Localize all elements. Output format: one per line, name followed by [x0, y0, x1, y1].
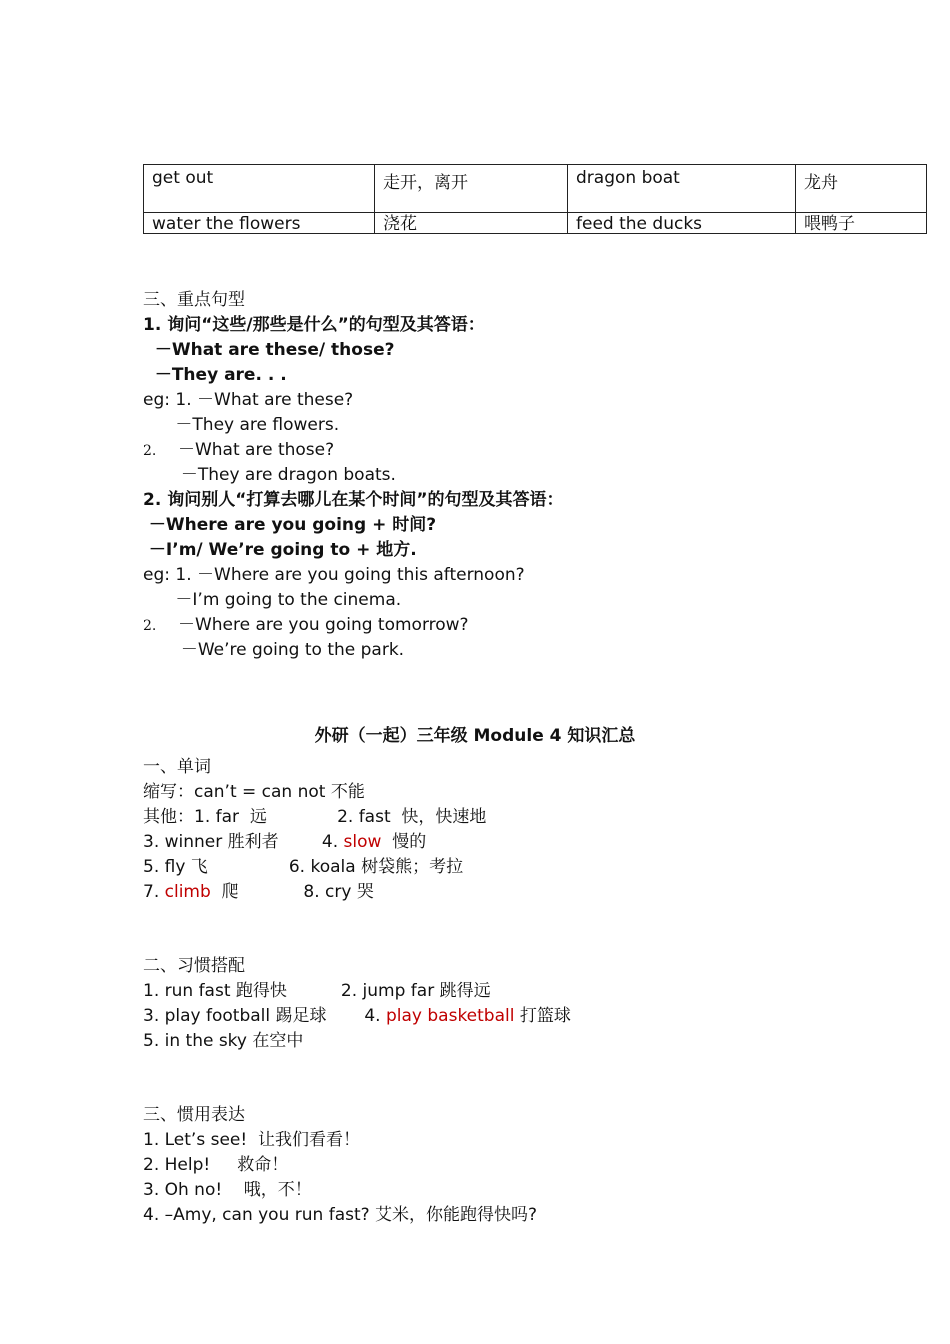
pattern-title: 1. 询问“这些/那些是什么”的句型及其答语： — [143, 315, 485, 335]
section-heading: 一、单词 — [143, 757, 211, 777]
section-heading: 二、习惯搭配 — [143, 956, 245, 976]
pattern-question: －Where are you going + 时间? — [143, 515, 437, 535]
example-question: eg: 1. －Where are you going this afternoon? — [143, 565, 525, 585]
expression-line: 2. Help! 救命！ — [143, 1155, 289, 1175]
pattern-answer: －I’m/ We’re going to + 地方. — [143, 540, 417, 560]
highlighted-word: climb — [164, 882, 211, 902]
highlighted-phrase: play basketball — [385, 1006, 515, 1026]
word-text: 3. winner 胜利者 4. — [143, 832, 344, 852]
example-question — [143, 613, 469, 639]
word-line — [143, 830, 426, 855]
table-cell: 龙舟 — [796, 165, 927, 213]
section-heading: 三、惯用表达 — [143, 1105, 245, 1125]
example-answer: －They are dragon boats. — [143, 465, 396, 485]
phrase-line — [143, 1004, 571, 1029]
word-line: 5. fly 飞 6. koala 树袋熊；考拉 — [143, 857, 464, 877]
table-cell: 浇花 — [375, 213, 568, 234]
table-cell: 走开，离开 — [375, 165, 568, 213]
phrase-text: 3. play football 踢足球 4. — [143, 1006, 386, 1026]
section-heading: 三、重点句型 — [143, 290, 245, 310]
vocabulary-table — [143, 164, 927, 234]
phrase-text: 打篮球 — [514, 1006, 571, 1026]
example-answer: －I’m going to the cinema. — [143, 590, 402, 610]
example-text: －What are those? — [156, 440, 335, 460]
example-text: －Where are you going tomorrow? — [156, 615, 469, 635]
example-question — [143, 438, 334, 464]
table-row — [144, 213, 927, 234]
table-cell: get out — [144, 165, 375, 213]
word-line: 缩写：can’t = can not 不能 — [143, 782, 365, 802]
pattern-answer: －They are. . . — [143, 365, 287, 385]
expression-line: 4. –Amy, can you run fast? 艾米，你能跑得快吗? — [143, 1205, 538, 1225]
expression-line: 1. Let’s see! 让我们看看！ — [143, 1130, 360, 1150]
highlighted-word: slow — [343, 832, 382, 852]
word-line: 其他：1. far 远 2. fast 快，快速地 — [143, 807, 487, 827]
table-row — [144, 165, 927, 213]
example-question: eg: 1. －What are these? — [143, 390, 354, 410]
table-cell: dragon boat — [568, 165, 796, 213]
phrase-line: 5. in the sky 在空中 — [143, 1031, 304, 1051]
table-cell: water the flowers — [144, 213, 375, 234]
word-text: 慢的 — [381, 832, 427, 852]
example-number: 2. — [143, 618, 157, 634]
word-text: 7. — [143, 882, 165, 902]
example-number: 2. — [143, 443, 157, 459]
expression-line: 3. Oh no! 哦，不！ — [143, 1180, 312, 1200]
example-answer: －They are flowers. — [143, 415, 340, 435]
pattern-title: 2. 询问别人“打算去哪儿在某个时间”的句型及其答语： — [143, 490, 564, 510]
word-line — [143, 880, 374, 905]
example-answer: －We’re going to the park. — [143, 640, 405, 660]
table-cell: feed the ducks — [568, 213, 796, 234]
table-cell: 喂鸭子 — [796, 213, 927, 234]
phrase-line: 1. run fast 跑得快 2. jump far 跳得远 — [143, 981, 491, 1001]
pattern-question: －What are these/ those? — [143, 340, 395, 360]
word-text: 爬 8. cry 哭 — [210, 882, 374, 902]
module-title: 外研（一起）三年级 Module 4 知识汇总 — [314, 726, 636, 746]
